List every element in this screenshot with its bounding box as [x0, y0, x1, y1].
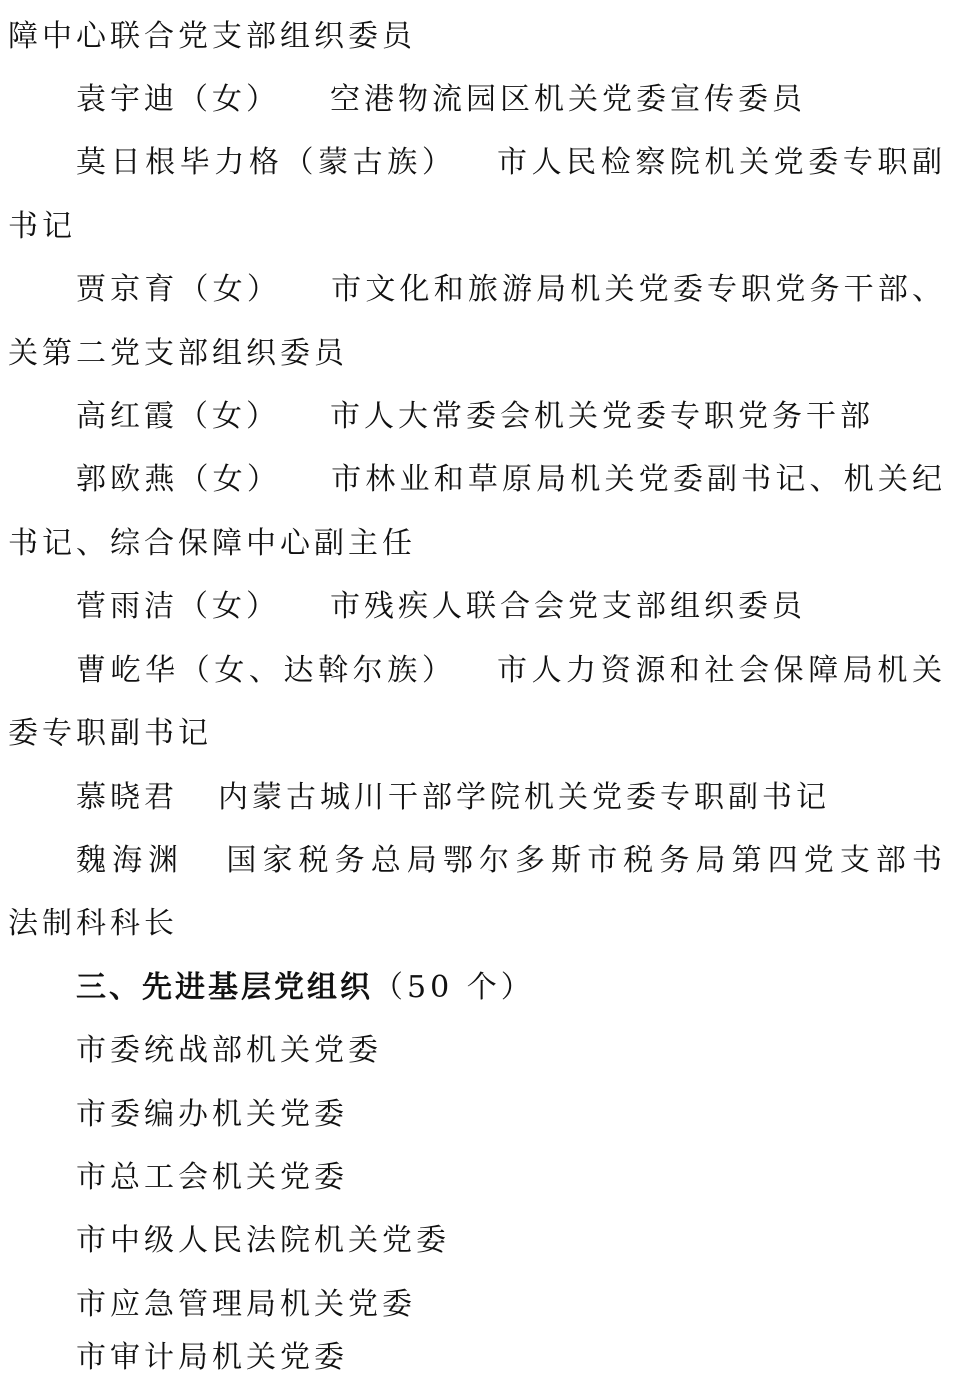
- line-text: 委专职副书记: [8, 716, 212, 751]
- organization-name: 市委统战部机关党委: [76, 1033, 382, 1068]
- organization-name: 市中级人民法院机关党委: [76, 1223, 450, 1258]
- honoree-entry: [0, 131, 954, 194]
- continuation-line: [0, 702, 954, 765]
- honoree-name: 菅雨洁（女）: [76, 589, 280, 624]
- honoree-name: 郭欧燕（女）: [76, 462, 281, 497]
- organization-name: 市总工会机关党委: [76, 1160, 348, 1195]
- organization-name: 市委编办机关党委: [76, 1097, 348, 1132]
- organization-item: [0, 1209, 954, 1272]
- honoree-post: 市残疾人联合会党支部组织委员: [330, 589, 806, 624]
- honoree-name: 慕晓君: [76, 780, 178, 815]
- organization-item: [0, 1019, 954, 1082]
- continuation-line: [0, 512, 954, 575]
- organization-item: [0, 1146, 954, 1209]
- honoree-name: 曹屹华（女、达斡尔族）: [76, 653, 457, 688]
- honoree-entry: [0, 258, 954, 321]
- section-count: （50 个）: [373, 970, 535, 1005]
- continuation-line: [0, 195, 954, 258]
- honoree-post: 市人力资源和社会保障局机关: [496, 653, 947, 688]
- honoree-name: 袁宇迪（女）: [76, 82, 280, 117]
- organization-item: [0, 1083, 954, 1146]
- honoree-name: 莫日根毕力格（蒙古族）: [76, 145, 457, 180]
- section-title: 三、先进基层党组织: [76, 970, 373, 1005]
- honoree-post: 内蒙古城川干部学院机关党委专职副书记: [218, 780, 830, 815]
- line-text: 法制科科长: [8, 906, 178, 941]
- honoree-entry: [0, 448, 954, 511]
- honoree-entry: [0, 639, 954, 702]
- honoree-post: 市人大常委会机关党委专职党务干部: [330, 399, 874, 434]
- honoree-entry: [0, 766, 954, 829]
- honoree-name: 贾京育（女）: [76, 272, 281, 307]
- continuation-line: [0, 892, 954, 955]
- organization-name: 市审计局机关党委: [76, 1340, 348, 1375]
- continuation-line: [0, 5, 954, 68]
- line-text: 关第二党支部组织委员: [8, 336, 348, 371]
- section-heading: [0, 956, 954, 1019]
- continuation-line: [0, 322, 954, 385]
- organization-item: [0, 1326, 954, 1389]
- honoree-entry: [0, 385, 954, 448]
- honoree-post: 市林业和草原局机关党委副书记、机关纪: [331, 462, 946, 497]
- honoree-post: 国家税务总局鄂尔多斯市税务局第四党支部书: [224, 843, 947, 878]
- line-text: 书记、综合保障中心副主任: [8, 526, 416, 561]
- honoree-name: 魏海渊: [76, 843, 185, 878]
- honoree-post: 市人民检察院机关党委专职副: [496, 145, 947, 180]
- organization-name: 市应急管理局机关党委: [76, 1287, 416, 1322]
- honoree-name: 高红霞（女）: [76, 399, 280, 434]
- honoree-post: 市文化和旅游局机关党委专职党务干部、: [331, 272, 946, 307]
- line-text: 障中心联合党支部组织委员: [8, 19, 416, 54]
- honoree-entry: [0, 829, 954, 892]
- honoree-post: 空港物流园区机关党委宣传委员: [330, 82, 806, 117]
- honoree-entry: [0, 68, 954, 131]
- line-text: 书记: [8, 209, 76, 244]
- honoree-entry: [0, 575, 954, 638]
